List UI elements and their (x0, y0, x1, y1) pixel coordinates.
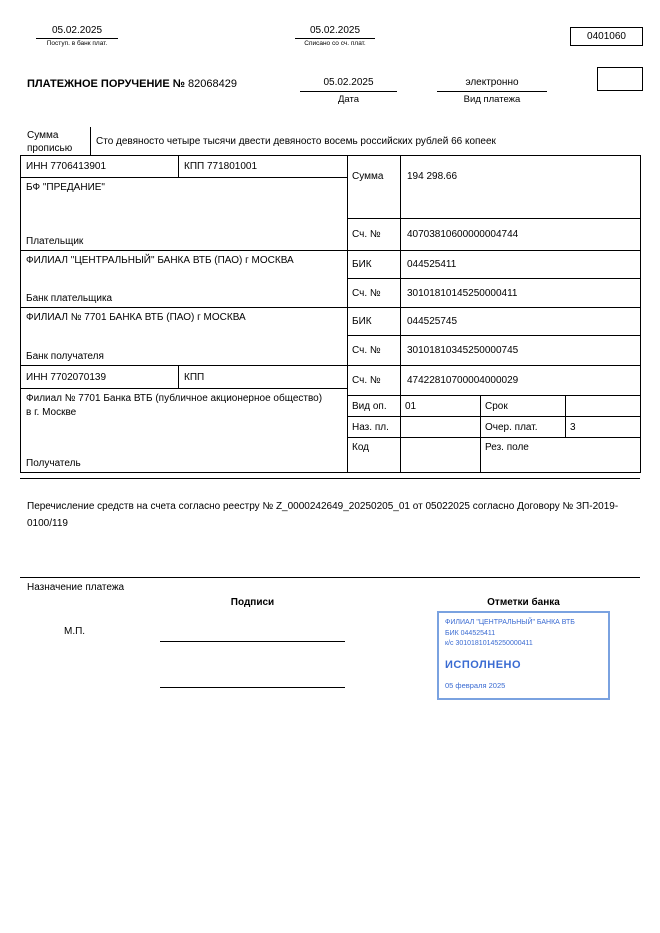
payer-bank-bik-value: 044525411 (401, 251, 641, 279)
reserve-field-label: Рез. поле (481, 438, 641, 473)
form-code: 0401060 (587, 31, 626, 42)
payer-bank-name: ФИЛИАЛ "ЦЕНТРАЛЬНЫЙ" БАНКА ВТБ (ПАО) г МОСКВА (26, 255, 294, 266)
priority-value: 3 (566, 417, 641, 438)
payee-bank-bik-value: 044525745 (401, 308, 641, 336)
document-title-row (27, 78, 237, 90)
debited-date: 05.02.2025 (295, 25, 375, 39)
form-code-box (570, 27, 643, 46)
payee-section-label: Получатель (26, 457, 81, 469)
stamp-date: 05 февраля 2025 (445, 680, 506, 690)
purpose-code-row (348, 417, 641, 438)
payee-bank-account-value: 30101810345250000745 (401, 336, 641, 366)
amount-words-divider (90, 127, 91, 155)
sum-label: Сумма (348, 156, 401, 219)
signature-line-2 (160, 687, 345, 688)
doc-date-block (300, 77, 397, 105)
purpose-underline (20, 577, 640, 578)
payee-account-row (348, 366, 641, 396)
payer-bank-cell (21, 251, 348, 308)
purpose-code-label: Наз. пл. (348, 417, 401, 438)
payee-row (21, 389, 348, 473)
signature-line-1 (160, 641, 345, 642)
doc-date: 05.02.2025 (300, 77, 397, 92)
document-title: ПЛАТЕЖНОЕ ПОРУЧЕНИЕ № (27, 78, 185, 90)
bank-stamp (437, 611, 610, 700)
priority-label: Очер. плат. (481, 417, 566, 438)
payer-bank-section-label: Банк плательщика (26, 292, 113, 304)
payee-bank-bik-label: БИК (348, 308, 401, 336)
purpose-code-value-cell (401, 417, 481, 438)
payee-inn-cell: ИНН 7702070139 (21, 366, 179, 389)
table-left-column (21, 156, 348, 473)
table-right-column (348, 156, 641, 473)
stamp-bank-name: ФИЛИАЛ "ЦЕНТРАЛЬНЫЙ" БАНКА ВТБ (445, 619, 575, 626)
payer-name: БФ "ПРЕДАНИЕ" (26, 182, 105, 193)
payer-section-label: Плательщик (26, 235, 84, 247)
payer-bank-row (21, 251, 348, 308)
payment-kind-block (437, 77, 547, 105)
payer-account-value: 40703810600000004744 (401, 219, 641, 251)
payee-bank-name: ФИЛИАЛ № 7701 БАНКА ВТБ (ПАО) г МОСКВА (26, 312, 246, 323)
payer-account-row (348, 219, 641, 251)
bank-received-date-block (36, 25, 118, 47)
payment-table (20, 155, 641, 473)
payee-cell (21, 389, 348, 473)
stamp-status: ИСПОЛНЕНО (445, 658, 522, 671)
document-number: 82068429 (188, 78, 237, 90)
status-box (597, 67, 643, 91)
code-value-cell (401, 438, 481, 473)
doc-date-caption: Дата (337, 94, 360, 105)
amount-in-words: Сто девяносто четыре тысячи двести девяносто восемь российских рублей 66 копеек (96, 136, 496, 147)
payee-account-label: Сч. № (348, 366, 401, 396)
payer-kpp-cell: КПП 771801001 (179, 156, 348, 178)
payee-name: Филиал № 7701 Банка ВТБ (публичное акционерное общество) в г. Москве (26, 393, 323, 418)
payee-account-value: 47422810700004000029 (401, 366, 641, 396)
payee-bank-account-row (348, 336, 641, 366)
code-label: Код (348, 438, 401, 473)
payee-bank-account-label: Сч. № (348, 336, 401, 366)
bank-received-caption: Поступ. в банк плат. (46, 40, 108, 47)
stamp-bik: БИК 044525411 (445, 629, 496, 637)
term-value-cell (566, 396, 641, 417)
bank-received-date: 05.02.2025 (36, 25, 118, 39)
payer-bank-account-label: Сч. № (348, 279, 401, 308)
bank-marks-label: Отметки банка (487, 597, 560, 608)
amount-words-label: Сумма прописью (27, 130, 73, 154)
op-kind-value: 01 (401, 396, 481, 417)
seal-place-label: М.П. (64, 626, 86, 637)
table-bottom-separator (20, 478, 640, 479)
payee-bank-section-label: Банк получателя (26, 350, 104, 362)
payer-inn-kpp-row (21, 156, 348, 178)
payee-kpp-cell: КПП (179, 366, 348, 389)
payer-bank-account-row (348, 279, 641, 308)
payment-purpose-label: Назначение платежа (27, 582, 125, 593)
payment-purpose-text: Перечисление средств на счета согласно реестру № Z_0000242649_20250205_01 от 05022025 согласно Договору № ЗП-2019-0100/119 (27, 501, 619, 529)
debited-date-block (295, 25, 375, 47)
payee-bank-bik-row (348, 308, 641, 336)
payer-cell (21, 178, 348, 251)
payment-kind: электронно (437, 77, 547, 92)
payee-inn-kpp-row (21, 366, 348, 389)
payer-bank-account-value: 30101810145250000411 (401, 279, 641, 308)
payer-inn-cell: ИНН 7706413901 (21, 156, 179, 178)
payer-bank-bik-row (348, 251, 641, 279)
op-kind-label: Вид оп. (348, 396, 401, 417)
payer-row (21, 178, 348, 251)
payee-bank-row (21, 308, 348, 366)
payer-account-label: Сч. № (348, 219, 401, 251)
payee-bank-cell (21, 308, 348, 366)
sum-row (348, 156, 641, 219)
sum-value: 194 298.66 (401, 156, 641, 219)
term-label: Срок (481, 396, 566, 417)
stamp-corr-account: к/с 30101810145250000411 (445, 640, 533, 647)
signatures-label: Подписи (230, 597, 275, 608)
debited-caption: Списано со сч. плат. (304, 40, 366, 47)
payment-kind-caption: Вид платежа (463, 94, 521, 105)
code-row (348, 438, 641, 473)
payer-bank-bik-label: БИК (348, 251, 401, 279)
op-kind-row (348, 396, 641, 417)
